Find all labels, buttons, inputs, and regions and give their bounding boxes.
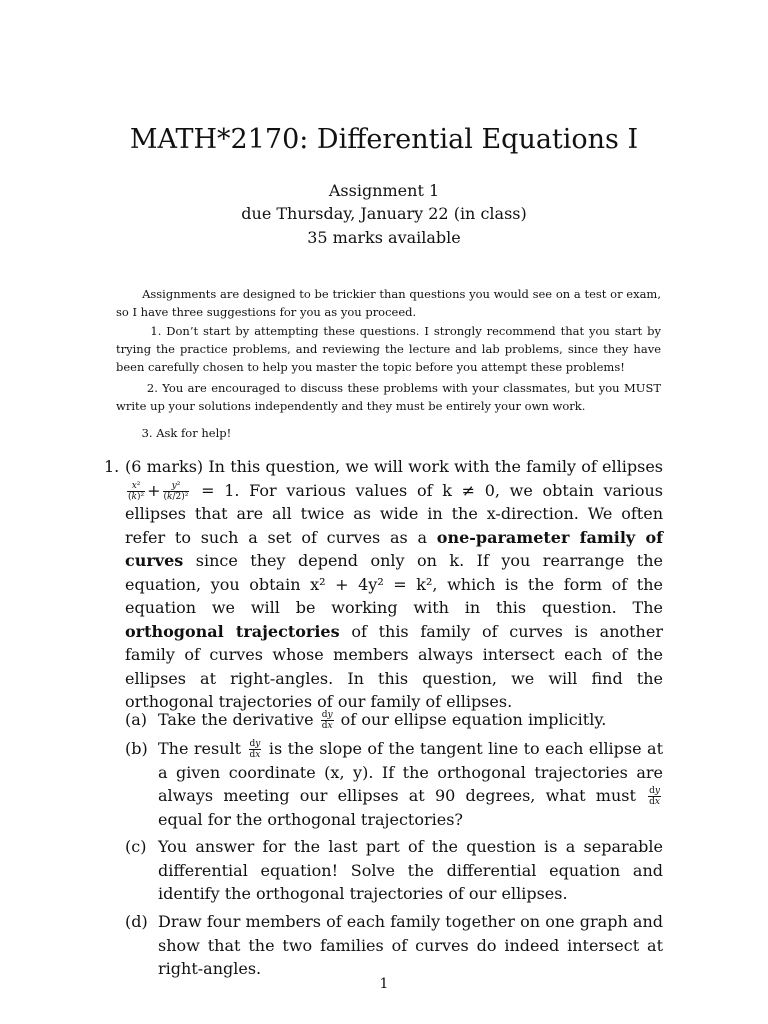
bold-term-orthogonal: orthogonal trajectories xyxy=(125,621,340,641)
part-b-pre: The result xyxy=(158,739,242,758)
part-d-text: Draw four members of each family together on one graph and show that the two families of curves do indeed intersect at right-angles. xyxy=(158,912,663,978)
part-b-label: (b) xyxy=(125,739,148,758)
part-a-post: of our ellipse equation implicitly. xyxy=(340,710,607,729)
question-text-a: that are all twice as wide in the x-direction. We often refer to such a set of curves as a xyxy=(125,504,663,547)
marks-available: 35 marks available xyxy=(307,228,461,247)
fraction-dy-dx: $\frac{dy}{dx}$ xyxy=(321,710,333,731)
intro-text-1: Assignments are designed to be trickier than questions you would see on a test or exam, so I have three suggestions for you as you proceed. xyxy=(116,287,661,319)
page-number: 1 xyxy=(379,976,389,992)
part-c-label: (c) xyxy=(125,837,147,856)
intro-text-2: 1. Don’t start by attempting these questions. I strongly recommend that you start by trying the practice problems, and reviewing the lecture and lab problems, since they have been carefully chosen to help you master the topic before you attempt these problems! xyxy=(116,324,661,374)
intro-paragraph-2 xyxy=(116,322,661,376)
intro-paragraph-4 xyxy=(116,424,661,442)
fraction-y2-over-k-half: $\frac{\text{y²}}{\text{(k/2)²}}$ xyxy=(163,480,189,502)
due-date: due Thursday, January 22 (in class) xyxy=(241,204,527,223)
part-b-mid: is the slope of the tangent line to each ellipse at a given coordinate (x, y). If the orthogonal trajectories are always meeting our ellipses at 90 degrees, what must xyxy=(158,739,664,805)
part-d-label: (d) xyxy=(125,912,148,931)
part-b-post: equal for the orthogonal trajectories? xyxy=(158,809,463,829)
question-after-equation: = 1. For various values of k ≠ 0, we obtain various ellipses xyxy=(125,480,663,523)
part-a-label: (a) xyxy=(125,710,148,729)
intro-text-3: 2. You are encouraged to discuss these problems with your classmates, but you MUST write up your solutions independently and they must be entirely your own work. xyxy=(116,381,661,413)
assignment-label: Assignment 1 xyxy=(328,181,440,200)
bold-term-family: one-parameter family of curves xyxy=(125,527,663,570)
fraction-dy-dx: $\frac{dy}{dx}$ xyxy=(649,786,660,807)
fraction-dy-dx: $\frac{dy}{dx}$ xyxy=(249,739,261,760)
question-text-c: of this family of curves is another family of curves whose members always intersect each of the ellipses at right-angles. In this question, we will find the orthogonal trajectories of our family of ellipses. xyxy=(125,621,663,711)
question-text-b: since they depend only on k. If you rearrange the equation, you obtain x² + 4y² = k², which is the form of the equation we will be working with in this question. The xyxy=(125,551,663,617)
fraction-x2-over-k2: $\frac{\text{x²}}{\text{(k)²}}$ xyxy=(128,480,145,502)
intro-paragraph-1 xyxy=(116,285,661,321)
part-a-pre: Take the derivative xyxy=(158,710,314,729)
intro-paragraph-3 xyxy=(116,379,661,415)
question-1-body: (6 marks) In this question, we will work with the family of ellipses $\frac{\text{x²}}{\text{(k)²}}$ + $\frac{\text{y²}}{\text{(k/2)²}}$ = 1. For various values of k ≠ 0, we obtain various ellipses that are all twice as wide in the x-direction. We often refer to such a set of curves as a one-parameter family of curves since they depend only on k. If you rearrange the equation, you obtain x² + 4y² = k², which is the form of the equation we will be working with in this question. The orthogonal trajectories of this family of curves is another family of curves whose members always intersect each of the ellipses at right-angles. In this question, we will find the orthogonal trajectories of our family of ellipses. xyxy=(125,457,663,711)
part-c xyxy=(125,835,663,906)
page-title: MATH*2170: Differential Equations I xyxy=(129,124,639,155)
part-d xyxy=(125,910,663,981)
question-number: 1. xyxy=(104,457,120,476)
intro-text-4: 3. Ask for help! xyxy=(141,426,232,440)
part-c-text: You answer for the last part of the question is a separable differential equation! Solve the differential equation and identify the orthogonal trajectories of our ellipses. xyxy=(158,837,663,903)
part-a xyxy=(125,708,663,732)
part-b xyxy=(125,737,663,831)
question-lead: (6 marks) In this question, we will work with the family of ellipses xyxy=(125,457,663,476)
